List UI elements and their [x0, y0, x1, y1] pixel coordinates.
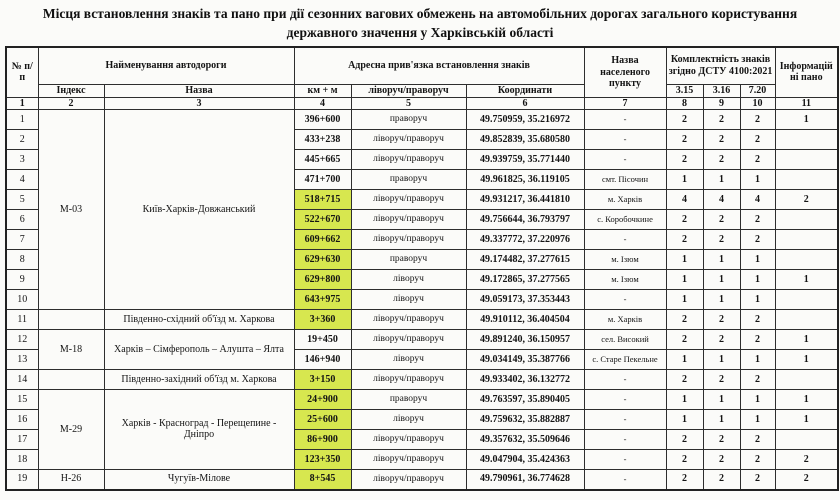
cell-sign-720: 2 [740, 110, 775, 130]
cell-info-panel [775, 290, 838, 310]
cell-coordinates: 49.939759, 35.771440 [466, 150, 584, 170]
cell-coordinates: 49.750959, 35.216972 [466, 110, 584, 130]
header-row-column-numbers [6, 97, 838, 110]
cell-info-panel: 1 [775, 410, 838, 430]
cell-coordinates: 49.172865, 37.277565 [466, 270, 584, 290]
cell-sign-720: 2 [740, 330, 775, 350]
table-header [6, 47, 838, 110]
cell-km: 629+800 [294, 270, 351, 290]
table-row [6, 310, 838, 330]
cell-sign-316: 2 [703, 450, 740, 470]
cell-km: 123+350 [294, 450, 351, 470]
cell-settlement: - [584, 450, 666, 470]
cell-coordinates: 49.763597, 35.890405 [466, 390, 584, 410]
cell-info-panel [775, 250, 838, 270]
table-row [6, 370, 838, 390]
cell-road-name: Київ-Харків-Довжанський [104, 110, 294, 310]
cell-road-index: М-29 [38, 390, 104, 470]
cell-km: 445+665 [294, 150, 351, 170]
header-road-index: Індекс [38, 84, 104, 97]
cell-road-index: М-18 [38, 330, 104, 370]
cell-coordinates: 49.357632, 35.509646 [466, 430, 584, 450]
cell-side: праворуч [351, 250, 466, 270]
cell-settlement: - [584, 110, 666, 130]
cell-sign-316: 1 [703, 390, 740, 410]
cell-km: 609+662 [294, 230, 351, 250]
cell-info-panel [775, 370, 838, 390]
cell-coordinates: 49.852839, 35.680580 [466, 130, 584, 150]
cell-side: ліворуч/праворуч [351, 430, 466, 450]
cell-coordinates: 49.034149, 35.387766 [466, 350, 584, 370]
cell-sign-315: 1 [666, 350, 703, 370]
cell-km: 433+238 [294, 130, 351, 150]
cell-sign-316: 2 [703, 470, 740, 490]
cell-side: ліворуч/праворуч [351, 130, 466, 150]
cell-info-panel: 1 [775, 110, 838, 130]
table-row [6, 330, 838, 350]
cell-row-number: 7 [6, 230, 38, 250]
header-sign-720: 7.20 [740, 84, 775, 97]
cell-sign-720: 1 [740, 290, 775, 310]
cell-row-number: 18 [6, 450, 38, 470]
column-number: 6 [466, 97, 584, 110]
header-address-group: Адресна прив'язка встановлення знаків [294, 47, 584, 85]
cell-road-index [38, 370, 104, 390]
cell-sign-315: 1 [666, 390, 703, 410]
cell-settlement: с. Старе Пекельне [584, 350, 666, 370]
cell-side: ліворуч [351, 270, 466, 290]
cell-row-number: 8 [6, 250, 38, 270]
column-number: 4 [294, 97, 351, 110]
header-row-groups [6, 47, 838, 85]
cell-side: ліворуч [351, 290, 466, 310]
document-title-line1: Місця встановлення знаків та пано при дії сезонних вагових обмежень на автомобільних дорогах загального користування [42, 6, 798, 21]
header-row-subcolumns [6, 84, 838, 97]
cell-sign-720: 2 [740, 450, 775, 470]
cell-sign-720: 1 [740, 350, 775, 370]
cell-sign-315: 1 [666, 410, 703, 430]
header-road-name: Назва [104, 84, 294, 97]
cell-settlement: сел. Високий [584, 330, 666, 350]
cell-sign-315: 2 [666, 230, 703, 250]
cell-km: 643+975 [294, 290, 351, 310]
cell-coordinates: 49.790961, 36.774628 [466, 470, 584, 490]
cell-road-index: М-03 [38, 110, 104, 310]
cell-row-number: 19 [6, 470, 38, 490]
cell-info-panel: 2 [775, 450, 838, 470]
cell-row-number: 9 [6, 270, 38, 290]
cell-km: 471+700 [294, 170, 351, 190]
cell-sign-720: 2 [740, 230, 775, 250]
cell-side: ліворуч/праворуч [351, 330, 466, 350]
cell-road-name: Харків – Сімферополь – Алушта – Ялта [104, 330, 294, 370]
cell-sign-316: 2 [703, 150, 740, 170]
cell-sign-316: 2 [703, 110, 740, 130]
cell-settlement: - [584, 370, 666, 390]
cell-side: ліворуч/праворуч [351, 190, 466, 210]
cell-side: праворуч [351, 170, 466, 190]
cell-sign-315: 2 [666, 310, 703, 330]
cell-sign-315: 2 [666, 110, 703, 130]
cell-km: 518+715 [294, 190, 351, 210]
table-row [6, 470, 838, 490]
cell-road-name: Південно-східний об'їзд м. Харкова [104, 310, 294, 330]
document-title [0, 0, 840, 46]
cell-settlement: - [584, 410, 666, 430]
cell-sign-720: 2 [740, 370, 775, 390]
cell-km: 3+360 [294, 310, 351, 330]
cell-sign-315: 2 [666, 370, 703, 390]
cell-sign-720: 1 [740, 410, 775, 430]
column-number: 2 [38, 97, 104, 110]
cell-side: ліворуч/праворуч [351, 310, 466, 330]
cell-settlement: с. Коробочкине [584, 210, 666, 230]
cell-row-number: 5 [6, 190, 38, 210]
cell-settlement: - [584, 230, 666, 250]
cell-info-panel [775, 210, 838, 230]
cell-sign-720: 4 [740, 190, 775, 210]
cell-settlement: смт. Пісочин [584, 170, 666, 190]
cell-sign-315: 2 [666, 130, 703, 150]
cell-km: 8+545 [294, 470, 351, 490]
cell-side: праворуч [351, 110, 466, 130]
cell-info-panel [775, 310, 838, 330]
column-number: 3 [104, 97, 294, 110]
cell-km: 396+600 [294, 110, 351, 130]
cell-info-panel [775, 130, 838, 150]
cell-side: ліворуч/праворуч [351, 210, 466, 230]
column-number: 7 [584, 97, 666, 110]
cell-settlement: - [584, 130, 666, 150]
cell-sign-316: 2 [703, 310, 740, 330]
cell-km: 3+150 [294, 370, 351, 390]
cell-info-panel: 2 [775, 470, 838, 490]
cell-row-number: 3 [6, 150, 38, 170]
cell-settlement: - [584, 390, 666, 410]
cell-sign-316: 1 [703, 270, 740, 290]
cell-road-index: Н-26 [38, 470, 104, 490]
cell-km: 86+900 [294, 430, 351, 450]
cell-coordinates: 49.891240, 36.150957 [466, 330, 584, 350]
table-body [6, 110, 838, 490]
cell-settlement: - [584, 150, 666, 170]
cell-sign-316: 2 [703, 230, 740, 250]
cell-sign-316: 1 [703, 290, 740, 310]
cell-sign-720: 2 [740, 430, 775, 450]
cell-info-panel [775, 150, 838, 170]
cell-sign-720: 2 [740, 150, 775, 170]
cell-sign-315: 1 [666, 250, 703, 270]
cell-side: праворуч [351, 390, 466, 410]
cell-sign-316: 4 [703, 190, 740, 210]
header-row-number: № п/п [6, 47, 38, 98]
cell-coordinates: 49.910112, 36.404504 [466, 310, 584, 330]
cell-sign-316: 1 [703, 170, 740, 190]
cell-sign-316: 1 [703, 250, 740, 270]
cell-coordinates: 49.759632, 35.882887 [466, 410, 584, 430]
column-number: 8 [666, 97, 703, 110]
cell-row-number: 12 [6, 330, 38, 350]
cell-sign-316: 2 [703, 430, 740, 450]
header-info-panel: Інформаційні пано [775, 47, 838, 98]
cell-sign-315: 2 [666, 470, 703, 490]
cell-settlement: - [584, 430, 666, 450]
cell-sign-316: 2 [703, 330, 740, 350]
cell-sign-315: 1 [666, 270, 703, 290]
header-side: ліворуч/праворуч [351, 84, 466, 97]
cell-row-number: 11 [6, 310, 38, 330]
cell-settlement: м. Ізюм [584, 250, 666, 270]
column-number: 1 [6, 97, 38, 110]
column-number: 5 [351, 97, 466, 110]
cell-coordinates: 49.059173, 37.353443 [466, 290, 584, 310]
cell-sign-720: 1 [740, 390, 775, 410]
cell-sign-316: 2 [703, 130, 740, 150]
cell-row-number: 13 [6, 350, 38, 370]
cell-side: ліворуч/праворуч [351, 450, 466, 470]
header-sign-315: 3.15 [666, 84, 703, 97]
cell-row-number: 1 [6, 110, 38, 130]
column-number: 9 [703, 97, 740, 110]
cell-sign-316: 2 [703, 370, 740, 390]
cell-settlement: - [584, 470, 666, 490]
cell-coordinates: 49.174482, 37.277615 [466, 250, 584, 270]
cell-side: ліворуч/праворуч [351, 230, 466, 250]
cell-sign-720: 2 [740, 210, 775, 230]
cell-sign-315: 2 [666, 210, 703, 230]
cell-sign-720: 1 [740, 270, 775, 290]
cell-side: ліворуч/праворуч [351, 150, 466, 170]
header-completeness-group: Комплектність знаків згідно ДСТУ 4100:2021 [666, 47, 775, 85]
cell-info-panel [775, 430, 838, 450]
cell-info-panel: 1 [775, 390, 838, 410]
cell-km: 24+900 [294, 390, 351, 410]
cell-row-number: 6 [6, 210, 38, 230]
header-km: км + м [294, 84, 351, 97]
header-road-group: Найменування автодороги [38, 47, 294, 85]
cell-coordinates: 49.047904, 35.424363 [466, 450, 584, 470]
cell-coordinates: 49.337772, 37.220976 [466, 230, 584, 250]
cell-sign-315: 2 [666, 450, 703, 470]
cell-info-panel [775, 170, 838, 190]
cell-sign-720: 2 [740, 470, 775, 490]
cell-sign-720: 1 [740, 250, 775, 270]
cell-km: 522+670 [294, 210, 351, 230]
cell-road-index [38, 310, 104, 330]
cell-sign-316: 2 [703, 210, 740, 230]
cell-coordinates: 49.933402, 36.132772 [466, 370, 584, 390]
cell-info-panel [775, 230, 838, 250]
cell-sign-720: 2 [740, 310, 775, 330]
cell-side: ліворуч [351, 350, 466, 370]
cell-coordinates: 49.931217, 36.441810 [466, 190, 584, 210]
cell-settlement: м. Харків [584, 310, 666, 330]
cell-km: 629+630 [294, 250, 351, 270]
cell-info-panel: 1 [775, 350, 838, 370]
cell-sign-316: 1 [703, 350, 740, 370]
table-row [6, 390, 838, 410]
cell-info-panel: 1 [775, 330, 838, 350]
cell-row-number: 2 [6, 130, 38, 150]
cell-side: ліворуч/праворуч [351, 370, 466, 390]
cell-row-number: 17 [6, 430, 38, 450]
document-title-line2: державного значення у Харківській області [286, 24, 554, 40]
cell-road-name: Південно-західний об'їзд м. Харкова [104, 370, 294, 390]
cell-coordinates: 49.756644, 36.793797 [466, 210, 584, 230]
cell-coordinates: 49.961825, 36.119105 [466, 170, 584, 190]
cell-sign-315: 1 [666, 290, 703, 310]
cell-sign-720: 2 [740, 130, 775, 150]
cell-sign-315: 4 [666, 190, 703, 210]
cell-side: ліворуч/праворуч [351, 470, 466, 490]
data-table [5, 46, 839, 491]
column-number: 11 [775, 97, 838, 110]
cell-info-panel: 2 [775, 190, 838, 210]
cell-sign-315: 1 [666, 170, 703, 190]
cell-road-name: Чугуїв-Мілове [104, 470, 294, 490]
cell-road-name: Харків - Красноград - Перещепине - Дніпро [104, 390, 294, 470]
cell-km: 25+600 [294, 410, 351, 430]
cell-info-panel: 1 [775, 270, 838, 290]
cell-sign-315: 2 [666, 150, 703, 170]
cell-row-number: 10 [6, 290, 38, 310]
cell-row-number: 16 [6, 410, 38, 430]
header-coordinates: Координати [466, 84, 584, 97]
header-sign-316: 3.16 [703, 84, 740, 97]
cell-settlement: м. Харків [584, 190, 666, 210]
cell-sign-316: 1 [703, 410, 740, 430]
cell-sign-720: 1 [740, 170, 775, 190]
cell-settlement: - [584, 290, 666, 310]
cell-sign-315: 2 [666, 330, 703, 350]
cell-row-number: 15 [6, 390, 38, 410]
cell-row-number: 4 [6, 170, 38, 190]
table-row [6, 110, 838, 130]
cell-side: ліворуч [351, 410, 466, 430]
cell-km: 146+940 [294, 350, 351, 370]
cell-sign-315: 2 [666, 430, 703, 450]
header-settlement: Назва населеного пункту [584, 47, 666, 98]
column-number: 10 [740, 97, 775, 110]
cell-settlement: м. Ізюм [584, 270, 666, 290]
cell-km: 19+450 [294, 330, 351, 350]
cell-row-number: 14 [6, 370, 38, 390]
